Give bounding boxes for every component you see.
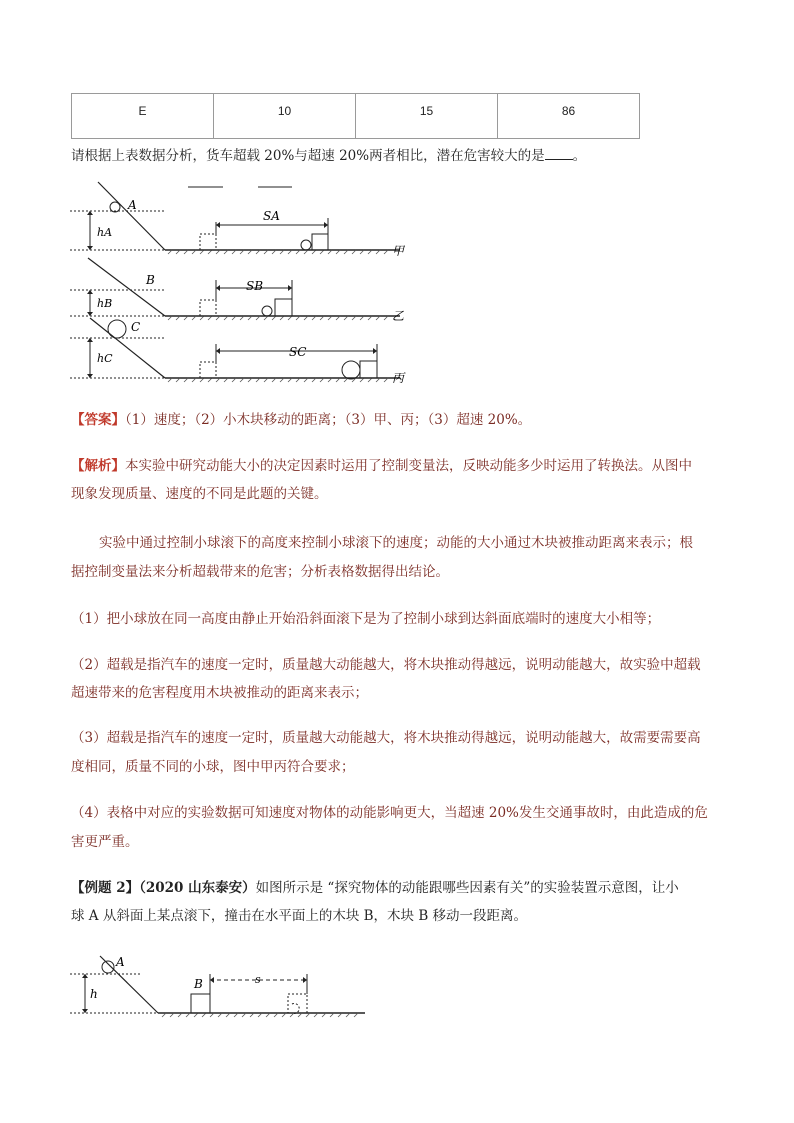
analysis-line-1 xyxy=(71,456,692,476)
label-hC: hC xyxy=(97,352,113,365)
analysis-para1-line1: 实验中通过控制小球滚下的高度来控制小球滚下的速度；动能的大小通过木块被推动距离来表示；根 xyxy=(99,535,693,551)
analysis-item-3-line1: （3）超载是指汽车的速度一定时，质量越大动能越大，将木块推动得越远，说明动能越大，故需要需要高 xyxy=(71,730,701,746)
table-cell: E xyxy=(72,94,214,139)
analysis-item-1: （1）把小球放在同一高度由静止开始沿斜面滚下是为了控制小球到达斜面底端时的速度大小相等； xyxy=(71,611,661,627)
label-SC: SC xyxy=(289,345,307,359)
label-A: A xyxy=(128,198,137,212)
example2-tag: 【例题 2】 xyxy=(71,880,140,896)
analysis-item-3-line2: 度相同，质量不同的小球，图中甲丙符合要求； xyxy=(71,759,355,775)
label-hB: hB xyxy=(97,297,113,310)
label-yi: 乙 xyxy=(392,309,405,323)
example2-source: （2020 山东泰安） xyxy=(139,880,256,896)
analysis-item-4-line2: 害更严重。 xyxy=(71,834,139,850)
label-B2: B xyxy=(194,977,203,991)
label-SB: SB xyxy=(246,279,264,293)
answer-line xyxy=(71,410,531,430)
example2-line-1 xyxy=(71,878,679,898)
analysis-text-1: 本实验中研究动能大小的决定因素时运用了控制变量法，反映动能多少时运用了转换法。从图中 xyxy=(125,458,692,474)
analysis-item-4-line1: （4）表格中对应的实验数据可知速度对物体的动能影响更大，当超速 20%发生交通事故时，由此造成的危 xyxy=(71,805,708,821)
analysis-item-2-line1: （2）超载是指汽车的速度一定时，质量越大动能越大，将木块推动得越远，说明动能越大，故实验中超载 xyxy=(71,657,701,673)
table-cell: 86 xyxy=(498,94,640,139)
table-cell: 15 xyxy=(356,94,498,139)
label-bing: 丙 xyxy=(392,371,405,385)
label-h: h xyxy=(90,987,98,1001)
analysis-tag: 【解析】 xyxy=(71,458,125,474)
setup-yi xyxy=(70,258,404,323)
example2-text-1: 如图所示是 “探究物体的动能跟哪些因素有关”的实验装置示意图，让小 xyxy=(255,880,679,896)
experiment-figure-2 xyxy=(70,952,370,1027)
label-SA: SA xyxy=(263,209,280,223)
answer-blank xyxy=(545,147,573,160)
label-A2: A xyxy=(116,955,125,969)
analysis-item-2-line2: 超速带来的危害程度用木块被推动的距离来表示； xyxy=(71,685,368,701)
question-text: 请根据上表数据分析，货车超载 20%与超速 20%两者相比，潜在危害较大的是 xyxy=(71,148,545,164)
question-end: 。 xyxy=(572,148,587,164)
setup-jia xyxy=(70,182,406,258)
analysis-line-2: 现象发现质量、速度的不同是此题的关键。 xyxy=(71,486,328,502)
analysis-para1-line2: 据控制变量法来分析超载带来的危害；分析表格数据得出结论。 xyxy=(71,564,449,580)
label-C: C xyxy=(131,320,141,334)
answer-tag: 【答案】 xyxy=(71,412,125,428)
label-jia: 甲 xyxy=(392,244,405,258)
label-hA: hA xyxy=(97,226,113,239)
table-row xyxy=(72,94,640,139)
answer-text: （1）速度；（2）小木块移动的距离；（3）甲、丙；（3）超速 20%。 xyxy=(125,412,532,428)
label-B: B xyxy=(146,273,155,287)
setup-bing xyxy=(70,318,406,385)
experiment-figure-1 xyxy=(70,178,415,388)
question-line xyxy=(71,146,586,166)
label-s: s xyxy=(255,973,261,986)
table-cell: 10 xyxy=(214,94,356,139)
example2-line-2: 球 A 从斜面上某点滚下，撞击在水平面上的木块 B，木块 B 移动一段距离。 xyxy=(71,908,528,924)
data-table xyxy=(71,93,640,139)
